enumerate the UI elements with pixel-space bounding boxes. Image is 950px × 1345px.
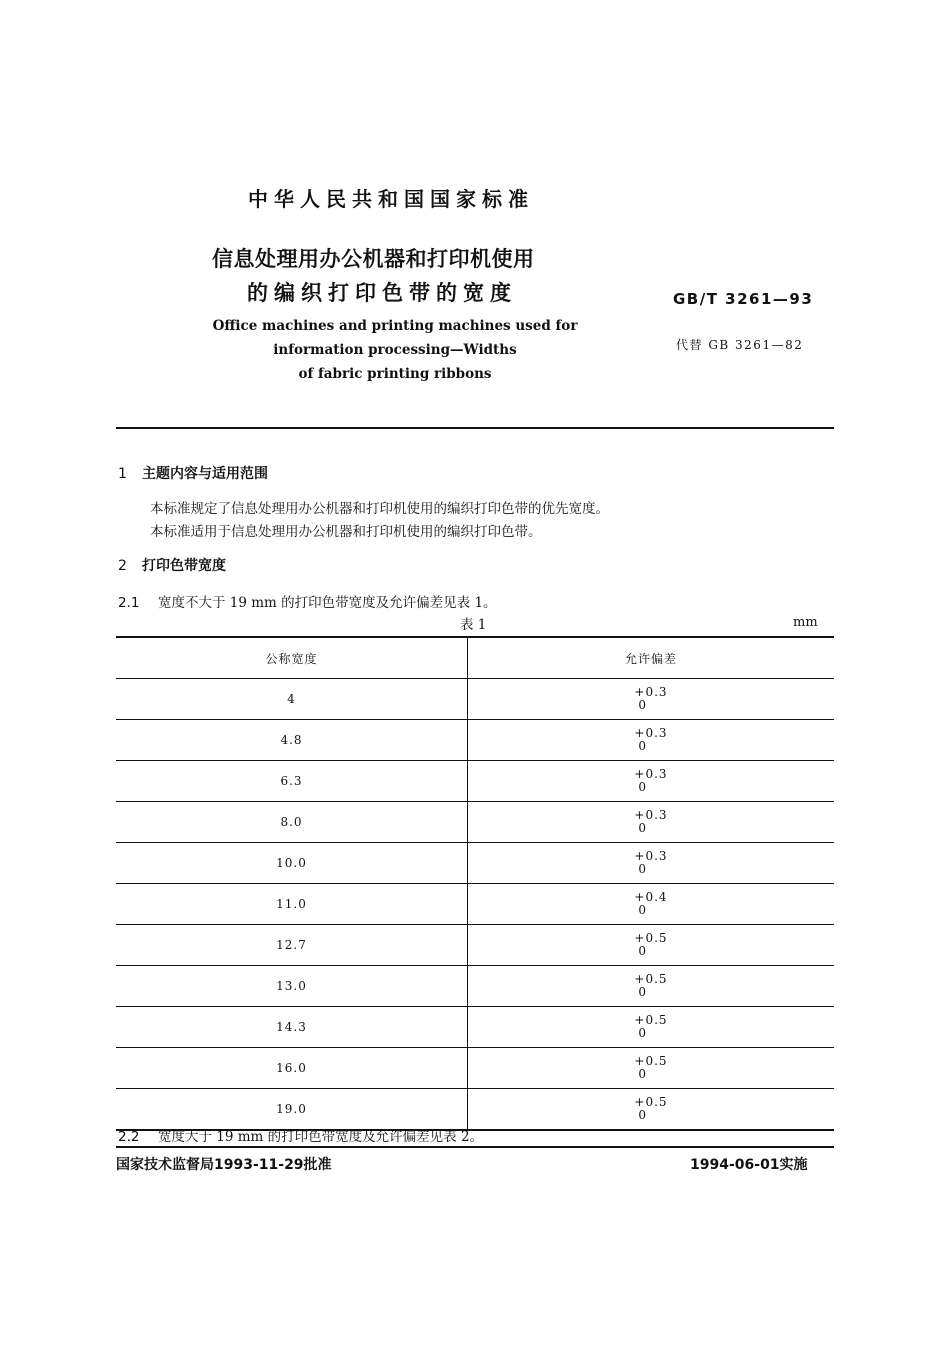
- section-1-paragraph-2: 本标准适用于信息处理用办公机器和打印机使用的编织打印色带。: [150, 524, 542, 540]
- table-row: [116, 1089, 834, 1131]
- tolerance-lower: 0: [638, 780, 648, 794]
- tolerance-stack: [634, 932, 667, 958]
- table-row: [116, 966, 834, 1007]
- nominal-width-cell: 4.8: [116, 720, 468, 761]
- nominal-width-cell: 12.7: [116, 925, 468, 966]
- nominal-width-cell: 16.0: [116, 1048, 468, 1089]
- table-unit: mm: [793, 615, 818, 630]
- tolerance-lower: 0: [638, 1067, 648, 1081]
- chinese-title-line-2: 的编织打印色带的宽度: [247, 281, 517, 305]
- tolerance-upper: +0.3: [634, 767, 668, 781]
- clause-2-2-number: 2.2: [118, 1129, 140, 1145]
- header-nominal-width: 公称宽度: [116, 637, 468, 679]
- section-2-title: 打印色带宽度: [142, 558, 226, 574]
- tolerance-upper: +0.3: [634, 849, 668, 863]
- tolerance-upper: +0.3: [634, 808, 668, 822]
- table-row: [116, 679, 834, 720]
- table-row: [116, 925, 834, 966]
- nominal-width-cell: 4: [116, 679, 468, 720]
- section-1-title: 主题内容与适用范围: [142, 466, 268, 482]
- tolerance-stack: [634, 850, 667, 876]
- tolerance-stack: [634, 891, 667, 917]
- nominal-width-cell: 13.0: [116, 966, 468, 1007]
- tolerance-stack: [634, 686, 667, 712]
- nominal-width-cell: 11.0: [116, 884, 468, 925]
- tolerance-upper: +0.3: [634, 726, 668, 740]
- tolerance-cell: [468, 843, 835, 884]
- english-title-line-2: information processing—Widths: [273, 342, 517, 358]
- table-header-row: [116, 637, 834, 679]
- tolerance-cell: [468, 925, 835, 966]
- tolerance-upper: +0.5: [634, 1095, 668, 1109]
- chinese-title-line-1: 信息处理用办公机器和打印机使用: [212, 247, 535, 271]
- clause-2-2-text: 宽度大于 19 mm 的打印色带宽度及允许偏差见表 2。: [158, 1129, 484, 1145]
- section-1-number: 1: [118, 466, 127, 482]
- tolerance-lower: 0: [638, 903, 648, 917]
- table-row: [116, 802, 834, 843]
- tolerance-lower: 0: [638, 985, 648, 999]
- english-title-line-1: Office machines and printing machines used for: [212, 318, 578, 334]
- nominal-width-cell: 10.0: [116, 843, 468, 884]
- tolerance-lower: 0: [638, 1108, 648, 1122]
- replaces-standard: 代替 GB 3261—82: [676, 338, 804, 352]
- national-standard-title: 中华人民共和国国家标准: [248, 187, 534, 211]
- tolerance-lower: 0: [638, 944, 648, 958]
- width-tolerance-table: [116, 636, 834, 1131]
- table-row: [116, 761, 834, 802]
- tolerance-cell: [468, 1089, 835, 1131]
- tolerance-cell: [468, 761, 835, 802]
- table-row: [116, 720, 834, 761]
- tolerance-upper: +0.5: [634, 931, 668, 945]
- table-row: [116, 1048, 834, 1089]
- tolerance-lower: 0: [638, 821, 648, 835]
- section-1-heading: [118, 463, 268, 483]
- tolerance-cell: [468, 679, 835, 720]
- nominal-width-cell: 14.3: [116, 1007, 468, 1048]
- tolerance-stack: [634, 1014, 667, 1040]
- table-row: [116, 884, 834, 925]
- table-caption: 表 1: [460, 617, 487, 633]
- english-title-line-3: of fabric printing ribbons: [298, 366, 492, 382]
- tolerance-stack: [634, 727, 667, 753]
- standard-number: GB/T 3261—93: [673, 290, 814, 308]
- footer-divider: [116, 1146, 834, 1148]
- header-divider: [116, 427, 834, 429]
- tolerance-stack: [634, 1055, 667, 1081]
- tolerance-stack: [634, 768, 667, 794]
- nominal-width-cell: 6.3: [116, 761, 468, 802]
- tolerance-cell: [468, 884, 835, 925]
- tolerance-stack: [634, 1096, 667, 1122]
- tolerance-lower: 0: [638, 739, 648, 753]
- nominal-width-cell: 8.0: [116, 802, 468, 843]
- table-body: [116, 679, 834, 1131]
- section-2-heading: [118, 555, 226, 575]
- table-row: [116, 1007, 834, 1048]
- section-2-number: 2: [118, 558, 127, 574]
- tolerance-upper: +0.5: [634, 1054, 668, 1068]
- tolerance-upper: +0.3: [634, 685, 668, 699]
- implementation-date: 1994-06-01实施: [690, 1157, 808, 1173]
- tolerance-cell: [468, 1007, 835, 1048]
- clause-2-2: [118, 1125, 483, 1145]
- tolerance-lower: 0: [638, 1026, 648, 1040]
- tolerance-cell: [468, 802, 835, 843]
- header-tolerance: 允许偏差: [624, 651, 677, 666]
- tolerance-cell: [468, 1048, 835, 1089]
- tolerance-upper: +0.5: [634, 1013, 668, 1027]
- tolerance-cell: [468, 966, 835, 1007]
- approval-date: 国家技术监督局1993-11-29批准: [116, 1157, 332, 1173]
- nominal-width-cell: 19.0: [116, 1089, 468, 1131]
- tolerance-upper: +0.5: [634, 972, 668, 986]
- clause-2-1-number: 2.1: [118, 595, 140, 611]
- clause-2-1: [118, 591, 497, 611]
- tolerance-lower: 0: [638, 862, 648, 876]
- tolerance-upper: +0.4: [634, 890, 668, 904]
- clause-2-1-text: 宽度不大于 19 mm 的打印色带宽度及允许偏差见表 1。: [158, 595, 497, 611]
- table-row: [116, 843, 834, 884]
- tolerance-stack: [634, 809, 667, 835]
- tolerance-lower: 0: [638, 698, 648, 712]
- tolerance-cell: [468, 720, 835, 761]
- section-1-paragraph-1: 本标准规定了信息处理用办公机器和打印机使用的编织打印色带的优先宽度。: [150, 501, 609, 517]
- tolerance-stack: [634, 973, 667, 999]
